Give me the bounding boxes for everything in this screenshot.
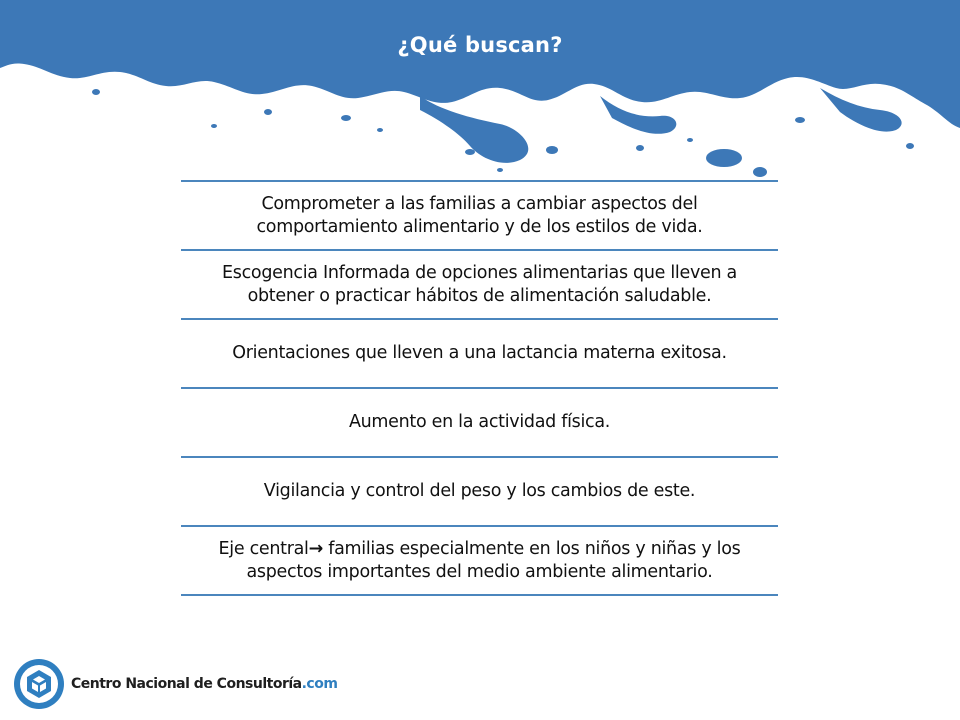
footer-brand: [13, 658, 337, 710]
goals-table: [181, 180, 778, 596]
row-text: [252, 480, 707, 503]
paint-splash-banner: [0, 0, 960, 200]
brand-text: Centro Nacional de Consultoría: [71, 676, 302, 692]
table-row: [181, 180, 778, 249]
row-text: [207, 538, 753, 584]
row-line-2: aspectos importantes del medio ambiente alimentario.: [246, 561, 713, 582]
row-line-2: obtener o practicar hábitos de alimentación saludable.: [247, 285, 712, 306]
row-line-1-start: Eje central: [218, 538, 309, 559]
row-text: [244, 193, 714, 239]
table-row: [181, 318, 778, 387]
row-text: [220, 342, 738, 365]
row-line-1: Aumento en la actividad física.: [348, 412, 611, 432]
table-row: [181, 387, 778, 456]
table-row: [181, 249, 778, 318]
arrow-right-icon: →: [308, 538, 323, 559]
brand-suffix: .com: [301, 676, 338, 692]
table-row: [181, 456, 778, 525]
table-row: [181, 525, 778, 596]
cube-logo-icon: [13, 658, 65, 710]
row-text: [210, 262, 749, 308]
row-text: [337, 411, 622, 434]
row-line-1-end: familias especialmente en los niños y niñas y los: [322, 538, 741, 559]
row-line-1: Vigilancia y control del peso y los cambios de este.: [263, 481, 696, 501]
row-line-1: Comprometer a las familias a cambiar aspectos del: [261, 193, 698, 214]
row-line-1: Escogencia Informada de opciones alimentarias que lleven a: [222, 262, 737, 283]
slide-title: ¿Qué buscan?: [397, 33, 563, 57]
row-line-1: Orientaciones que lleven a una lactancia materna exitosa.: [232, 343, 727, 363]
row-line-2: comportamiento alimentario y de los estilos de vida.: [256, 216, 703, 237]
brand-name: [71, 676, 337, 692]
